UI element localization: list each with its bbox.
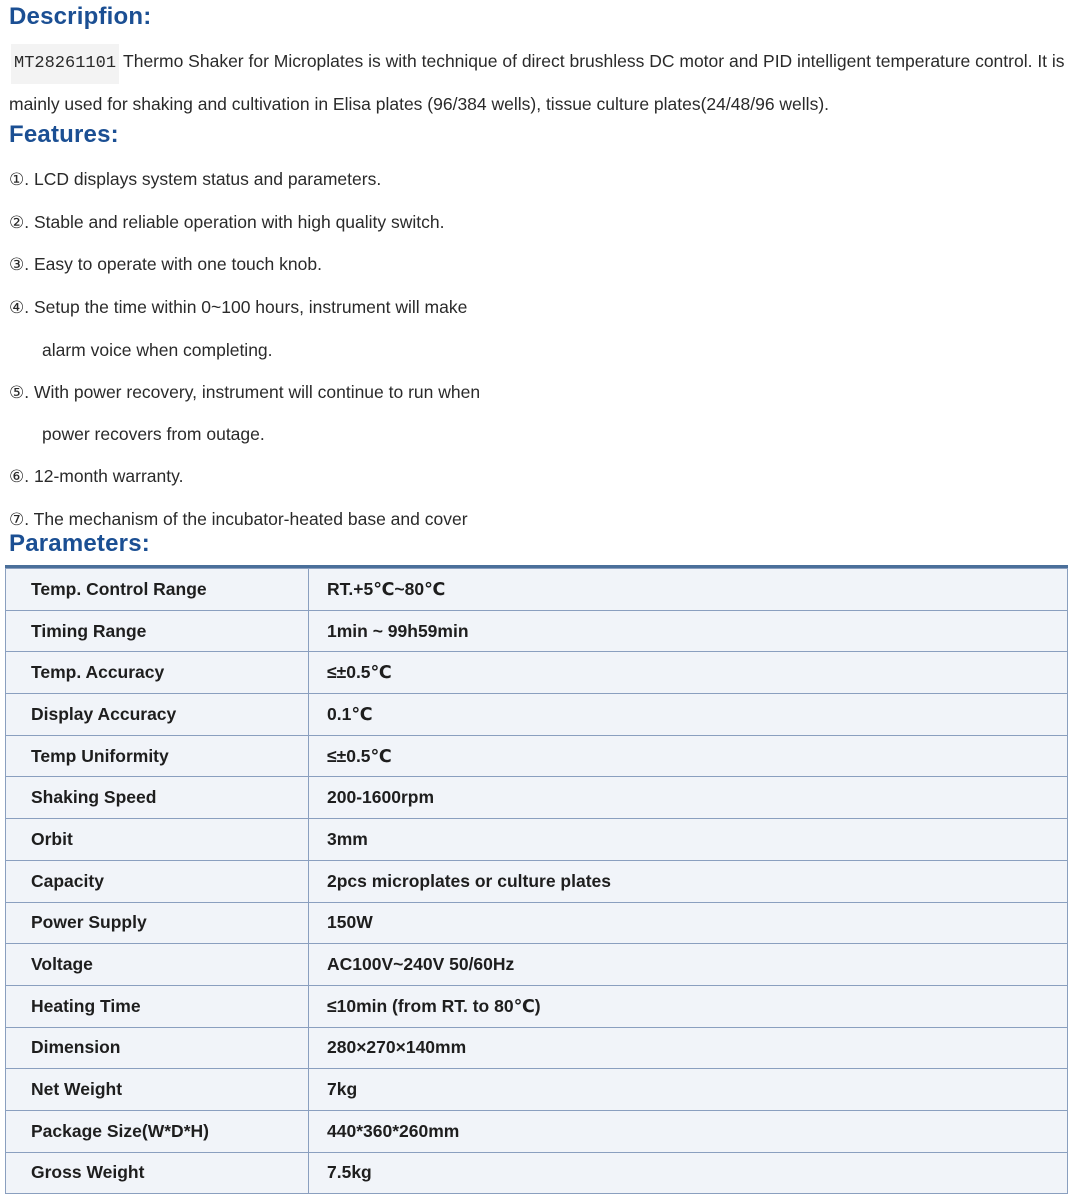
param-label: Display Accuracy <box>6 694 309 736</box>
features-heading: Features: <box>9 121 119 148</box>
param-value: ≤±0.5℃ <box>309 652 1068 694</box>
feature-number: ① <box>9 170 25 190</box>
description-text <box>9 41 1069 124</box>
param-label: Orbit <box>6 819 309 861</box>
param-value: 200-1600rpm <box>309 777 1068 819</box>
table-row <box>6 652 1068 694</box>
model-number: MT28261101 <box>11 44 119 84</box>
param-value: 7.5kg <box>309 1152 1068 1194</box>
param-value: 0.1℃ <box>309 694 1068 736</box>
feature-item-continuation: alarm voice when completing. <box>42 339 273 360</box>
param-value: ≤10min (from RT. to 80℃) <box>309 985 1068 1027</box>
param-label: Power Supply <box>6 902 309 944</box>
parameters-heading: Parameters: <box>9 530 150 557</box>
features-list <box>9 159 480 541</box>
table-row <box>6 985 1068 1027</box>
param-label: Capacity <box>6 860 309 902</box>
feature-number: ⑤ <box>9 382 25 403</box>
param-value: 1min ~ 99h59min <box>309 610 1068 652</box>
feature-number: ② <box>9 212 25 233</box>
parameters-table-wrapper <box>5 565 1068 1194</box>
feature-text: . Stable and reliable operation with high quality switch. <box>24 211 445 232</box>
feature-text: . Setup the time within 0~100 hours, instrument will make <box>24 297 468 318</box>
table-row <box>6 1110 1068 1152</box>
feature-text: . 12-month warranty. <box>24 465 184 486</box>
feature-item <box>9 372 480 415</box>
parameters-table <box>5 568 1068 1194</box>
param-value: ≤±0.5℃ <box>309 735 1068 777</box>
feature-number: ⑥ <box>9 466 25 487</box>
feature-text: . The mechanism of the incubator-heated base and cover <box>24 508 468 529</box>
feature-text: . With power recovery, instrument will continue to run when <box>24 381 481 402</box>
param-value: 3mm <box>309 819 1068 861</box>
param-value: RT.+5℃~80℃ <box>309 569 1068 611</box>
table-row <box>6 569 1068 611</box>
feature-item <box>9 456 480 499</box>
param-value: 2pcs microplates or culture plates <box>309 860 1068 902</box>
param-label: Dimension <box>6 1027 309 1069</box>
param-label: Shaking Speed <box>6 777 309 819</box>
table-row <box>6 1152 1068 1194</box>
table-row <box>6 860 1068 902</box>
table-row <box>6 735 1068 777</box>
table-row <box>6 610 1068 652</box>
param-label: Voltage <box>6 944 309 986</box>
table-row <box>6 902 1068 944</box>
param-label: Heating Time <box>6 985 309 1027</box>
table-row <box>6 1069 1068 1111</box>
param-label: Temp. Accuracy <box>6 652 309 694</box>
table-row <box>6 694 1068 736</box>
feature-text: . Easy to operate with one touch knob. <box>24 254 322 275</box>
table-row <box>6 777 1068 819</box>
table-row <box>6 819 1068 861</box>
feature-item <box>9 287 480 330</box>
feature-number: ④ <box>9 298 25 319</box>
table-row <box>6 944 1068 986</box>
feature-number: ⑦ <box>9 509 25 530</box>
param-label: Timing Range <box>6 610 309 652</box>
feature-number: ③ <box>9 255 25 276</box>
param-label: Gross Weight <box>6 1152 309 1194</box>
param-label: Net Weight <box>6 1069 309 1111</box>
feature-item <box>9 202 480 245</box>
param-value: 280×270×140mm <box>309 1027 1068 1069</box>
table-row <box>6 1027 1068 1069</box>
param-value: 7kg <box>309 1069 1068 1111</box>
param-value: AC100V~240V 50/60Hz <box>309 944 1068 986</box>
param-label: Temp Uniformity <box>6 735 309 777</box>
feature-item <box>9 244 480 287</box>
param-value: 440*360*260mm <box>309 1110 1068 1152</box>
param-value: 150W <box>309 902 1068 944</box>
feature-item-continuation: power recovers from outage. <box>42 424 265 445</box>
feature-text: . LCD displays system status and parameters. <box>24 169 382 189</box>
description-body: Thermo Shaker for Microplates is with technique of direct brushless DC motor and PID intelligent temperature control. It is mainly used for shaking and cultivation in Elisa plates (96/384 wells), tissue culture plates(24/48/96 wells). <box>9 51 1065 114</box>
param-label: Temp. Control Range <box>6 569 309 611</box>
description-heading: Descripfion: <box>9 3 152 30</box>
param-label: Package Size(W*D*H) <box>6 1110 309 1152</box>
feature-item <box>9 159 480 202</box>
